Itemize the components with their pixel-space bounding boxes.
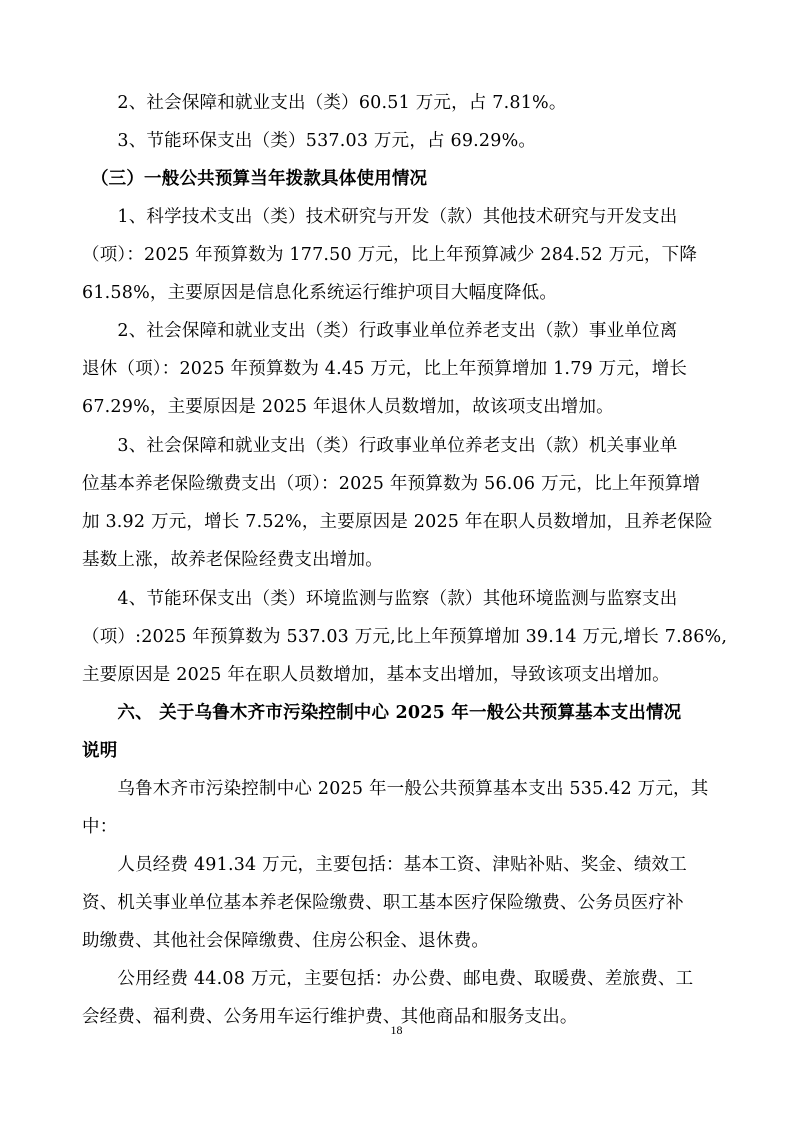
- page-number: 18: [390, 1023, 403, 1037]
- paragraph-pension-insurance-expenditure: [82, 427, 713, 579]
- text-line: 加 3.92 万元，增长 7.52%，主要原因是 2025 年在职人员数增加，且养老保险: [82, 512, 713, 532]
- paragraph-social-security-share: [82, 84, 710, 122]
- section-heading-appropriation-usage: [82, 160, 710, 198]
- text-line: 3、社会保障和就业支出（类）行政事业单位养老支出（款）机关事业单: [82, 436, 678, 456]
- text-line: 说明: [82, 741, 118, 761]
- text-line: 67.29%，主要原因是 2025 年退休人员数增加，故该项支出增加。: [82, 397, 614, 417]
- text-line: 主要原因是 2025 年在职人员数增加，基本支出增加，导致该项支出增加。: [82, 665, 670, 685]
- text-line: 乌鲁木齐市污染控制中心 2025 年一般公共预算基本支出 535.42 万元，其: [82, 779, 709, 799]
- paragraph-environment-monitoring-expenditure: [82, 580, 728, 694]
- paragraph-retirement-expenditure: [82, 312, 710, 426]
- text-line: 3、节能环保支出（类）537.03 万元，占 69.29%。: [82, 131, 537, 151]
- text-line: 公用经费 44.08 万元，主要包括：办公费、邮电费、取暖费、差旅费、工: [82, 969, 694, 989]
- text-line: 2、社会保障和就业支出（类）60.51 万元，占 7.81%。: [82, 93, 567, 113]
- paragraph-science-tech-expenditure: [82, 198, 710, 312]
- text-line: 会经费、福利费、公务用车运行维护费、其他商品和服务支出。: [82, 1007, 578, 1027]
- text-line: 1、科学技术支出（类）技术研究与开发（款）其他技术研究与开发支出: [82, 207, 678, 227]
- paragraph-basic-expenditure-total: [82, 770, 710, 846]
- text-line: 人员经费 491.34 万元，主要包括：基本工资、津贴补贴、奖金、绩效工: [82, 855, 687, 875]
- text-line: （项）：2025 年预算数为 177.50 万元，比上年预算减少 284.52 万元，下降: [82, 245, 698, 265]
- text-line: 助缴费、其他社会保障缴费、住房公积金、退休费。: [82, 931, 490, 951]
- text-line: （项）:2025 年预算数为 537.03 万元,比上年预算增加 39.14 万元,增长 7.86%,: [82, 627, 728, 647]
- section-heading-basic-expenditure: [82, 694, 710, 770]
- text-line: 六、 关于乌鲁木齐市污染控制中心 2025 年一般公共预算基本支出情况: [82, 703, 682, 723]
- text-line: 资、机关事业单位基本养老保险缴费、职工基本医疗保险缴费、公务员医疗补: [82, 893, 684, 913]
- text-line: 61.58%，主要原因是信息化系统运行维护项目大幅度降低。: [82, 283, 558, 303]
- text-line: 基数上涨，故养老保险经费支出增加。: [82, 550, 383, 570]
- text-line: 2、社会保障和就业支出（类）行政事业单位养老支出（款）事业单位离: [82, 321, 678, 341]
- text-line: 4、节能环保支出（类）环境监测与监察（款）其他环境监测与监察支出: [82, 589, 678, 609]
- text-line: 位基本养老保险缴费支出（项）：2025 年预算数为 56.06 万元，比上年预算增: [82, 474, 701, 494]
- text-line: 中：: [82, 817, 118, 837]
- paragraph-energy-environment-share: [82, 122, 710, 160]
- text-line: 退休（项）：2025 年预算数为 4.45 万元，比上年预算增加 1.79 万元，增长: [82, 359, 688, 379]
- text-line: （三）一般公共预算当年拨款具体使用情况: [82, 169, 428, 189]
- paragraph-personnel-expenses: [82, 846, 710, 960]
